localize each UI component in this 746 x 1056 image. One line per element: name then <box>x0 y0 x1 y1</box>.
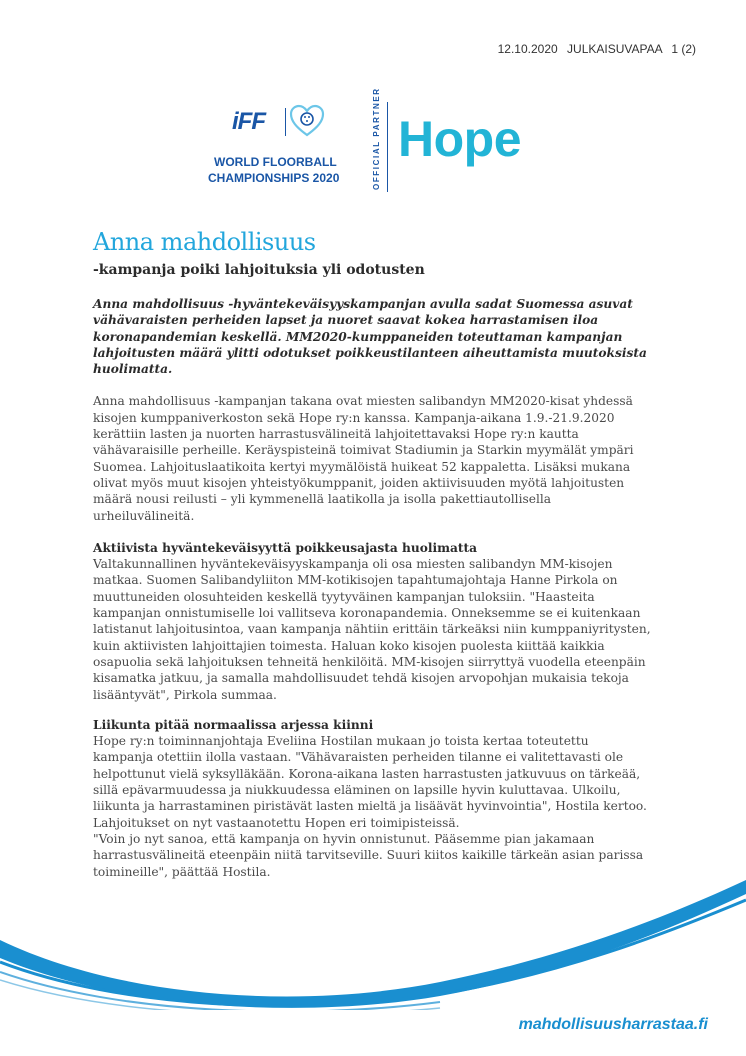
page-subtitle: -kampanja poiki lahjoituksia yli odotusten <box>93 262 425 278</box>
section-heading-2: Liikunta pitää normaalissa arjessa kiinni <box>93 717 374 732</box>
floorball-heart-icon <box>288 104 326 138</box>
iff-divider <box>285 108 286 136</box>
header-meta <box>498 42 696 56</box>
article-body <box>93 296 651 880</box>
page-title: Anna mahdollisuus <box>93 228 316 256</box>
release-label: JULKAISUVAPAA <box>567 42 662 56</box>
hope-logo-text: Hope <box>398 111 521 167</box>
decorative-wave <box>0 870 746 1010</box>
page-number: 1 (2) <box>671 42 696 56</box>
section-heading-1: Aktiivista hyväntekeväisyyttä poikkeusajasta huolimatta <box>93 540 478 555</box>
iff-logo-text: iFF <box>232 108 265 135</box>
logo-block <box>200 87 540 200</box>
championship-title-line1: WORLD FLOORBALL <box>214 155 337 169</box>
footer-url-link[interactable]: mahdollisuusharrastaa.fi <box>518 1016 708 1033</box>
paragraph-2: Valtakunnallinen hyväntekeväisyyskampanja oli osa miesten salibandyn MM-kisojen matkaa. Suomen Salibandyliiton MM-kotikisojen tapahtumajohtaja Hanne Pirkola on muuttuneiden olosuhteiden keskellä tyytyväinen kampanjan tuloksiin. "Haasteita kampanjan onnistumiselle loi vallitseva koronapandemia. Onneksemme se ei kuitenkaan latistanut lahjoitusintoa, vaan kampanja nähtiin erittäin tärkeäksi niin kumppaniyritysten, kuin aktiivisten lahjoittajien toimesta. Haluan koko kisojen puolesta kiittää kaikkia osapuolia sekä lahjoituksen tehneitä henkilöitä. MM-kisojen siirryttyä vuodella eteenpäin kisamatka jatkuu, ja samalla mahdollisuudet tehdä kisojen arvopohjan mukaisia tekoja lisääntyvät", Pirkola summaa. <box>93 557 651 702</box>
official-partner-label: OFFICIAL PARTNER <box>372 87 381 190</box>
paragraph-4: "Voin jo nyt sanoa, että kampanja on hyvin onnistunut. Pääsemme pian jakamaan harrastusvälineitä eteenpäin niitä tarvitseville. Suuri kiitos kaikille tärkeän asian parissa toimineille", päättää Hostila. <box>93 831 644 879</box>
lead-paragraph: Anna mahdollisuus -hyväntekeväisyyskampanjan avulla sadat Suomessa asuvat vähävaraisten perheiden lapset ja nuoret saavat kokea harrastamisen iloa koronapandemian keskellä. MM2020-kumppaneiden toteuttaman kampanjan lahjoitusten määrä ylitti odotukset poikkeustilanteen aiheuttamista muutoksista huolimatta. <box>93 297 647 377</box>
paragraph-3: Hope ry:n toiminnanjohtaja Eveliina Hostilan mukaan jo toista kertaa toteutettu kampanja otettiin ilolla vastaan. "Vähävaraisten perheiden tilanne ei valitettavasti ole helpottunut vielä syksylläkään. Korona-aikana lasten harrastusten jatkuvuus on tärkeää, sillä epävarmuudessa ja niukkuudessa eläminen on lapsille hyvin kuluttavaa. Ulkoilu, liikunta ja harrastaminen piristävät lasten mieltä ja lisäävät hyvinvointia", Hostila kertoo. Lahjoitukset on nyt vastaanotettu Hopen eri toimipisteissä. <box>93 734 647 830</box>
paragraph-1: Anna mahdollisuus -kampanjan takana ovat miesten salibandyn MM2020-kisat yhdessä kisojen kumppaniverkoston sekä Hope ry:n kanssa. Kampanja-aikana 1.9.-21.9.2020 kerättiin lasten ja nuorten harrastusvälineitä lahjoitettavaksi Hope ry:n kautta vähävaraisille perheille. Keräyspisteinä toimivat Stadiumin ja Starkin myymälät ympäri Suomea. Lahjoituslaatikoita kertyi myymälöistä huikeat 52 kappaletta. Lisäksi mukana olivat myös muut kisojen yhteistyökumppanit, joiden aktiivisuuden myötä lahjoitusten määrä nousi reilusti – yli kymmenellä laatikolla ja isolla pakettiautollisella urheiluvälineitä. <box>93 394 634 523</box>
release-date: 12.10.2020 <box>497 42 558 56</box>
championship-title-line2: CHAMPIONSHIPS 2020 <box>208 171 340 185</box>
partner-divider <box>387 102 388 192</box>
